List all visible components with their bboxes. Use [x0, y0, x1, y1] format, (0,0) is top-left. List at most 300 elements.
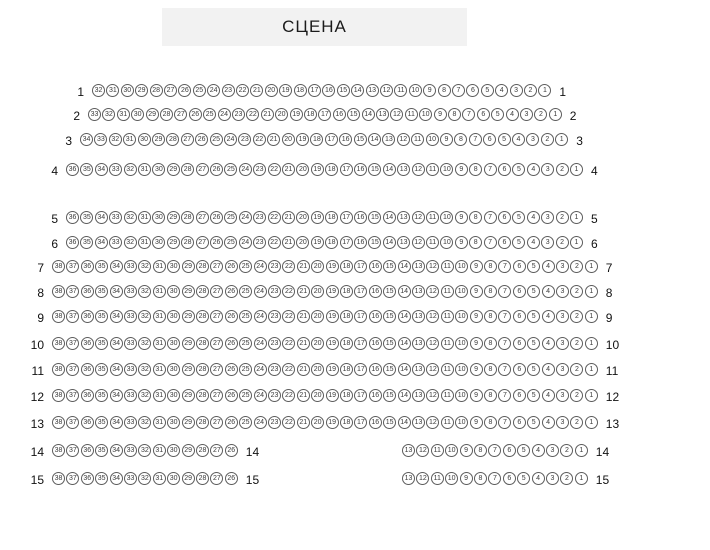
seat[interactable]: 27: [164, 84, 177, 97]
seat[interactable]: 3: [556, 363, 569, 376]
seat[interactable]: 25: [210, 133, 223, 146]
seat[interactable]: 17: [354, 260, 367, 273]
seat[interactable]: 16: [333, 108, 346, 121]
seat[interactable]: 13: [412, 260, 425, 273]
seat[interactable]: 16: [322, 84, 335, 97]
seat[interactable]: 35: [95, 310, 108, 323]
seat[interactable]: 13: [402, 444, 415, 457]
seat[interactable]: 34: [110, 337, 123, 350]
seat[interactable]: 11: [441, 416, 454, 429]
seat[interactable]: 30: [167, 260, 180, 273]
seat[interactable]: 19: [326, 285, 339, 298]
seat[interactable]: 35: [95, 337, 108, 350]
seat[interactable]: 38: [52, 416, 65, 429]
seat[interactable]: 29: [167, 236, 180, 249]
seat[interactable]: 36: [81, 285, 94, 298]
seat[interactable]: 27: [196, 163, 209, 176]
seat[interactable]: 1: [538, 84, 551, 97]
seat[interactable]: 10: [455, 416, 468, 429]
seat[interactable]: 7: [484, 211, 497, 224]
seat[interactable]: 15: [354, 133, 367, 146]
seat[interactable]: 31: [153, 444, 166, 457]
seat[interactable]: 8: [484, 260, 497, 273]
seat[interactable]: 12: [390, 108, 403, 121]
seat[interactable]: 20: [296, 236, 309, 249]
seat[interactable]: 3: [556, 337, 569, 350]
seat[interactable]: 18: [340, 389, 353, 402]
seat[interactable]: 26: [178, 84, 191, 97]
seat[interactable]: 12: [412, 163, 425, 176]
seat[interactable]: 23: [238, 133, 251, 146]
seat[interactable]: 14: [383, 163, 396, 176]
seat[interactable]: 27: [196, 236, 209, 249]
seat[interactable]: 13: [397, 211, 410, 224]
seat[interactable]: 29: [182, 285, 195, 298]
seat[interactable]: 2: [534, 108, 547, 121]
seat[interactable]: 26: [210, 211, 223, 224]
seat[interactable]: 29: [146, 108, 159, 121]
seat[interactable]: 26: [225, 416, 238, 429]
seat[interactable]: 6: [513, 260, 526, 273]
seat[interactable]: 5: [527, 416, 540, 429]
seat[interactable]: 15: [368, 236, 381, 249]
seat[interactable]: 30: [167, 389, 180, 402]
seat[interactable]: 19: [326, 389, 339, 402]
seat[interactable]: 30: [152, 211, 165, 224]
seat[interactable]: 26: [225, 363, 238, 376]
seat[interactable]: 35: [80, 236, 93, 249]
seat[interactable]: 12: [416, 472, 429, 485]
seat[interactable]: 6: [477, 108, 490, 121]
seat[interactable]: 12: [426, 285, 439, 298]
seat[interactable]: 36: [81, 337, 94, 350]
seat[interactable]: 23: [268, 389, 281, 402]
seat[interactable]: 9: [434, 108, 447, 121]
seat[interactable]: 24: [254, 389, 267, 402]
seat[interactable]: 6: [503, 472, 516, 485]
seat[interactable]: 13: [366, 84, 379, 97]
seat[interactable]: 32: [138, 389, 151, 402]
seat[interactable]: 21: [282, 163, 295, 176]
seat[interactable]: 11: [405, 108, 418, 121]
seat[interactable]: 30: [121, 84, 134, 97]
seat[interactable]: 8: [484, 363, 497, 376]
seat[interactable]: 33: [88, 108, 101, 121]
seat[interactable]: 29: [167, 163, 180, 176]
seat[interactable]: 30: [167, 285, 180, 298]
seat[interactable]: 9: [455, 236, 468, 249]
seat[interactable]: 4: [527, 211, 540, 224]
seat[interactable]: 9: [470, 310, 483, 323]
seat[interactable]: 23: [253, 163, 266, 176]
seat[interactable]: 38: [52, 444, 65, 457]
seat[interactable]: 15: [347, 108, 360, 121]
seat[interactable]: 11: [441, 363, 454, 376]
seat[interactable]: 11: [394, 84, 407, 97]
seat[interactable]: 4: [527, 236, 540, 249]
seat[interactable]: 14: [398, 416, 411, 429]
seat[interactable]: 31: [153, 363, 166, 376]
seat[interactable]: 23: [253, 211, 266, 224]
seat[interactable]: 4: [542, 285, 555, 298]
seat[interactable]: 25: [239, 363, 252, 376]
seat[interactable]: 9: [470, 285, 483, 298]
seat[interactable]: 3: [556, 416, 569, 429]
seat[interactable]: 9: [470, 363, 483, 376]
seat[interactable]: 14: [398, 363, 411, 376]
seat[interactable]: 3: [541, 163, 554, 176]
seat[interactable]: 37: [66, 472, 79, 485]
seat[interactable]: 22: [282, 337, 295, 350]
seat[interactable]: 31: [153, 310, 166, 323]
seat[interactable]: 17: [354, 389, 367, 402]
seat[interactable]: 37: [66, 363, 79, 376]
seat[interactable]: 34: [95, 236, 108, 249]
seat[interactable]: 17: [354, 337, 367, 350]
seat[interactable]: 29: [182, 260, 195, 273]
seat[interactable]: 20: [282, 133, 295, 146]
seat[interactable]: 14: [383, 211, 396, 224]
seat[interactable]: 18: [304, 108, 317, 121]
seat[interactable]: 26: [210, 236, 223, 249]
seat[interactable]: 30: [167, 363, 180, 376]
seat[interactable]: 19: [326, 337, 339, 350]
seat[interactable]: 32: [138, 285, 151, 298]
seat[interactable]: 4: [506, 108, 519, 121]
seat[interactable]: 7: [498, 416, 511, 429]
seat[interactable]: 7: [488, 444, 501, 457]
seat[interactable]: 4: [532, 472, 545, 485]
seat[interactable]: 22: [236, 84, 249, 97]
seat[interactable]: 29: [152, 133, 165, 146]
seat[interactable]: 31: [123, 133, 136, 146]
seat[interactable]: 15: [383, 285, 396, 298]
seat[interactable]: 18: [294, 84, 307, 97]
seat[interactable]: 1: [575, 444, 588, 457]
seat[interactable]: 36: [81, 363, 94, 376]
seat[interactable]: 14: [368, 133, 381, 146]
seat[interactable]: 20: [311, 310, 324, 323]
seat[interactable]: 1: [585, 285, 598, 298]
seat[interactable]: 23: [268, 337, 281, 350]
seat[interactable]: 30: [167, 416, 180, 429]
seat[interactable]: 24: [254, 260, 267, 273]
seat[interactable]: 22: [246, 108, 259, 121]
seat[interactable]: 16: [369, 260, 382, 273]
seat[interactable]: 34: [95, 163, 108, 176]
seat[interactable]: 32: [109, 133, 122, 146]
seat[interactable]: 11: [441, 310, 454, 323]
seat[interactable]: 17: [354, 416, 367, 429]
seat[interactable]: 34: [110, 310, 123, 323]
seat[interactable]: 31: [153, 337, 166, 350]
seat[interactable]: 17: [318, 108, 331, 121]
seat[interactable]: 3: [526, 133, 539, 146]
seat[interactable]: 11: [441, 337, 454, 350]
seat[interactable]: 28: [196, 260, 209, 273]
seat[interactable]: 31: [106, 84, 119, 97]
seat[interactable]: 22: [282, 416, 295, 429]
seat[interactable]: 10: [440, 163, 453, 176]
seat[interactable]: 20: [311, 285, 324, 298]
seat[interactable]: 1: [575, 472, 588, 485]
seat[interactable]: 16: [369, 389, 382, 402]
seat[interactable]: 2: [541, 133, 554, 146]
seat[interactable]: 31: [153, 285, 166, 298]
seat[interactable]: 36: [81, 444, 94, 457]
seat[interactable]: 26: [225, 444, 238, 457]
seat[interactable]: 33: [124, 337, 137, 350]
seat[interactable]: 4: [532, 444, 545, 457]
seat[interactable]: 1: [585, 416, 598, 429]
seat[interactable]: 13: [402, 472, 415, 485]
seat[interactable]: 16: [354, 211, 367, 224]
seat[interactable]: 22: [282, 310, 295, 323]
seat[interactable]: 28: [196, 337, 209, 350]
seat[interactable]: 8: [484, 416, 497, 429]
seat[interactable]: 23: [268, 363, 281, 376]
seat[interactable]: 36: [81, 472, 94, 485]
seat[interactable]: 35: [80, 163, 93, 176]
seat[interactable]: 8: [474, 444, 487, 457]
seat[interactable]: 14: [383, 236, 396, 249]
seat[interactable]: 38: [52, 310, 65, 323]
seat[interactable]: 34: [110, 444, 123, 457]
seat[interactable]: 4: [527, 163, 540, 176]
seat[interactable]: 6: [513, 285, 526, 298]
seat[interactable]: 14: [398, 389, 411, 402]
seat[interactable]: 27: [210, 444, 223, 457]
seat[interactable]: 17: [308, 84, 321, 97]
seat[interactable]: 18: [325, 163, 338, 176]
seat[interactable]: 20: [311, 389, 324, 402]
seat[interactable]: 14: [362, 108, 375, 121]
seat[interactable]: 7: [462, 108, 475, 121]
seat[interactable]: 20: [311, 416, 324, 429]
seat[interactable]: 20: [311, 260, 324, 273]
seat[interactable]: 16: [369, 363, 382, 376]
seat[interactable]: 9: [470, 260, 483, 273]
seat[interactable]: 11: [411, 133, 424, 146]
seat[interactable]: 4: [495, 84, 508, 97]
seat[interactable]: 31: [153, 389, 166, 402]
seat[interactable]: 31: [153, 260, 166, 273]
seat[interactable]: 11: [426, 163, 439, 176]
seat[interactable]: 25: [224, 211, 237, 224]
seat[interactable]: 9: [470, 389, 483, 402]
seat[interactable]: 15: [337, 84, 350, 97]
seat[interactable]: 21: [267, 133, 280, 146]
seat[interactable]: 29: [182, 444, 195, 457]
seat[interactable]: 10: [440, 236, 453, 249]
seat[interactable]: 12: [426, 416, 439, 429]
seat[interactable]: 2: [570, 389, 583, 402]
seat[interactable]: 30: [167, 444, 180, 457]
seat[interactable]: 30: [167, 337, 180, 350]
seat[interactable]: 25: [239, 285, 252, 298]
seat[interactable]: 2: [560, 444, 573, 457]
seat[interactable]: 7: [498, 285, 511, 298]
seat[interactable]: 27: [210, 285, 223, 298]
seat[interactable]: 2: [570, 260, 583, 273]
seat[interactable]: 33: [109, 236, 122, 249]
seat[interactable]: 8: [484, 337, 497, 350]
seat[interactable]: 22: [268, 163, 281, 176]
seat[interactable]: 28: [196, 472, 209, 485]
seat[interactable]: 3: [556, 310, 569, 323]
seat[interactable]: 2: [570, 363, 583, 376]
seat[interactable]: 2: [556, 236, 569, 249]
seat[interactable]: 32: [102, 108, 115, 121]
seat[interactable]: 6: [483, 133, 496, 146]
seat[interactable]: 10: [445, 472, 458, 485]
seat[interactable]: 4: [542, 310, 555, 323]
seat[interactable]: 8: [469, 211, 482, 224]
seat[interactable]: 8: [484, 389, 497, 402]
seat[interactable]: 10: [445, 444, 458, 457]
seat[interactable]: 13: [382, 133, 395, 146]
seat[interactable]: 37: [66, 416, 79, 429]
seat[interactable]: 24: [254, 363, 267, 376]
seat[interactable]: 8: [438, 84, 451, 97]
seat[interactable]: 21: [297, 363, 310, 376]
seat[interactable]: 13: [412, 363, 425, 376]
seat[interactable]: 16: [354, 236, 367, 249]
seat[interactable]: 26: [225, 260, 238, 273]
seat[interactable]: 29: [182, 389, 195, 402]
seat[interactable]: 34: [110, 363, 123, 376]
seat[interactable]: 18: [325, 211, 338, 224]
seat[interactable]: 12: [426, 337, 439, 350]
seat[interactable]: 15: [368, 163, 381, 176]
seat[interactable]: 19: [279, 84, 292, 97]
seat[interactable]: 12: [426, 363, 439, 376]
seat[interactable]: 11: [426, 211, 439, 224]
seat[interactable]: 38: [52, 389, 65, 402]
seat[interactable]: 29: [182, 472, 195, 485]
seat[interactable]: 2: [556, 211, 569, 224]
seat[interactable]: 3: [556, 285, 569, 298]
seat[interactable]: 36: [66, 236, 79, 249]
seat[interactable]: 21: [297, 310, 310, 323]
seat[interactable]: 23: [232, 108, 245, 121]
seat[interactable]: 13: [397, 163, 410, 176]
seat[interactable]: 27: [210, 363, 223, 376]
seat[interactable]: 12: [426, 310, 439, 323]
seat[interactable]: 15: [383, 389, 396, 402]
seat[interactable]: 8: [474, 472, 487, 485]
seat[interactable]: 9: [470, 337, 483, 350]
seat[interactable]: 2: [570, 416, 583, 429]
seat[interactable]: 37: [66, 260, 79, 273]
seat[interactable]: 4: [542, 389, 555, 402]
seat[interactable]: 21: [261, 108, 274, 121]
seat[interactable]: 17: [354, 363, 367, 376]
seat[interactable]: 27: [210, 416, 223, 429]
seat[interactable]: 31: [153, 472, 166, 485]
seat[interactable]: 4: [542, 363, 555, 376]
seat[interactable]: 35: [95, 389, 108, 402]
seat[interactable]: 31: [138, 163, 151, 176]
seat[interactable]: 37: [66, 310, 79, 323]
seat[interactable]: 1: [585, 337, 598, 350]
seat[interactable]: 22: [268, 211, 281, 224]
seat[interactable]: 17: [325, 133, 338, 146]
seat[interactable]: 2: [560, 472, 573, 485]
seat[interactable]: 24: [224, 133, 237, 146]
seat[interactable]: 24: [254, 285, 267, 298]
seat[interactable]: 5: [527, 363, 540, 376]
seat[interactable]: 37: [66, 285, 79, 298]
seat[interactable]: 7: [498, 260, 511, 273]
seat[interactable]: 7: [498, 389, 511, 402]
seat[interactable]: 5: [527, 285, 540, 298]
seat[interactable]: 27: [210, 337, 223, 350]
seat[interactable]: 28: [196, 363, 209, 376]
seat[interactable]: 26: [195, 133, 208, 146]
seat[interactable]: 11: [431, 444, 444, 457]
seat[interactable]: 24: [254, 337, 267, 350]
seat[interactable]: 3: [556, 260, 569, 273]
seat[interactable]: 14: [351, 84, 364, 97]
seat[interactable]: 3: [541, 236, 554, 249]
seat[interactable]: 12: [380, 84, 393, 97]
seat[interactable]: 11: [426, 236, 439, 249]
seat[interactable]: 13: [376, 108, 389, 121]
seat[interactable]: 32: [124, 163, 137, 176]
seat[interactable]: 5: [512, 211, 525, 224]
seat[interactable]: 18: [340, 310, 353, 323]
seat[interactable]: 38: [52, 363, 65, 376]
seat[interactable]: 26: [225, 472, 238, 485]
seat[interactable]: 38: [52, 472, 65, 485]
seat[interactable]: 2: [556, 163, 569, 176]
seat[interactable]: 21: [250, 84, 263, 97]
seat[interactable]: 30: [152, 163, 165, 176]
seat[interactable]: 1: [585, 363, 598, 376]
seat[interactable]: 13: [412, 285, 425, 298]
seat[interactable]: 37: [66, 389, 79, 402]
seat[interactable]: 28: [196, 416, 209, 429]
seat[interactable]: 32: [92, 84, 105, 97]
seat[interactable]: 30: [167, 310, 180, 323]
seat[interactable]: 18: [340, 260, 353, 273]
seat[interactable]: 4: [512, 133, 525, 146]
seat[interactable]: 24: [239, 163, 252, 176]
seat[interactable]: 12: [412, 211, 425, 224]
seat[interactable]: 19: [296, 133, 309, 146]
seat[interactable]: 2: [570, 285, 583, 298]
seat[interactable]: 30: [138, 133, 151, 146]
seat[interactable]: 14: [398, 285, 411, 298]
seat[interactable]: 18: [340, 416, 353, 429]
seat[interactable]: 10: [440, 211, 453, 224]
seat[interactable]: 16: [369, 310, 382, 323]
seat[interactable]: 11: [441, 389, 454, 402]
seat[interactable]: 24: [218, 108, 231, 121]
seat[interactable]: 6: [466, 84, 479, 97]
seat[interactable]: 24: [239, 236, 252, 249]
seat[interactable]: 15: [383, 260, 396, 273]
seat[interactable]: 3: [520, 108, 533, 121]
seat[interactable]: 25: [239, 389, 252, 402]
seat[interactable]: 5: [527, 389, 540, 402]
seat[interactable]: 28: [196, 444, 209, 457]
seat[interactable]: 28: [181, 211, 194, 224]
seat[interactable]: 4: [542, 337, 555, 350]
seat[interactable]: 13: [412, 337, 425, 350]
seat[interactable]: 32: [138, 444, 151, 457]
